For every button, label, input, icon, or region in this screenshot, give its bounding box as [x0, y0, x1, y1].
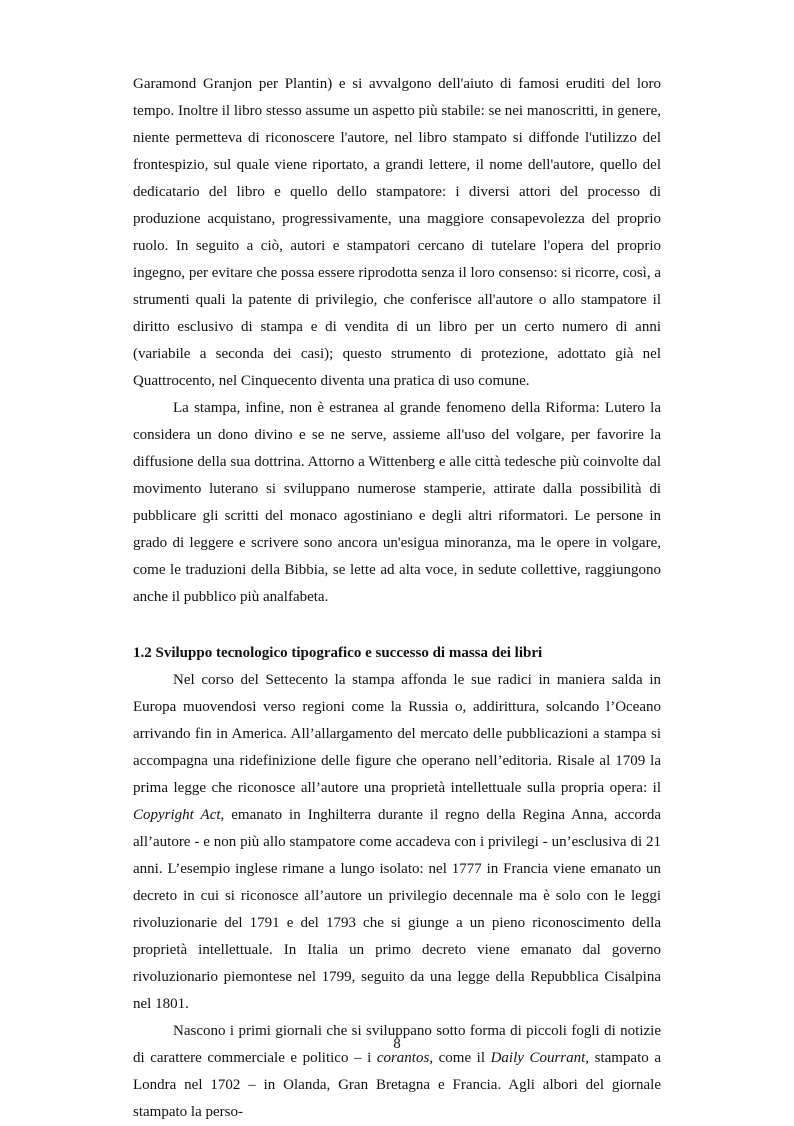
- text-run: Garamond Granjon per Plantin) e si avvalgono dell'aiuto di famosi eruditi del loro tempo. Inoltre il libro stesso assume un aspetto più stabile: se nei manoscritti, in genere, niente permetteva di riconoscere l'autore, nel libro stampato si diffonde l'utilizzo del frontespizio, sul quale viene riportato, a grandi lettere, il nome dell'autore, quello del dedicatario del libro e quello dello stampatore: i diversi attori del processo di produzione acquistano, progressivamente, una maggiore consapevolezza del proprio ruolo. In seguito a ciò, autori e stampatori cercano di tutelare l'opera del proprio ingegno, per evitare che possa essere riprodotta senza il loro consenso: si ricorre, così, a strumenti quali la patente di privilegio, che conferisce all'autore o allo stampatore il diritto esclusivo di stampa e di vendita di un libro per un certo numero di anni (variabile a seconda dei casi); questo strumento di protezione, adottato già nel Quattrocento, nel Cinquecento diventa una pratica di uso comune.: [133, 76, 661, 389]
- page-number: 8: [393, 1036, 401, 1052]
- text-run: , come il: [429, 1050, 491, 1066]
- text-run: , stampato a Londra nel 1702 – in Olanda, Gran Bretagna e Francia. Agli albori del giornale stampato la perso-: [133, 1050, 661, 1120]
- text-block-after-heading: [133, 667, 661, 1126]
- text-block-before-heading: [133, 71, 661, 611]
- text-run: Nascono i primi giornali che si sviluppano sotto forma di piccoli fogli di notizie di carattere commerciale e politico – i: [133, 1023, 661, 1066]
- paragraph: [133, 395, 661, 611]
- text-run: La stampa, infine, non è estranea al grande fenomeno della Riforma: Lutero la considera un dono divino e se ne serve, assieme all'uso del volgare, per favorire la diffusione della sua dottrina. Attorno a Wittenberg e alle città tedesche più coinvolte dal movimento luterano si sviluppano numerose stamperie, attirate dalla possibilità di pubblicare gli scritti del monaco agostiniano e degli altri riformatori. Le persone in grado di leggere e scrivere sono ancora un'esigua minoranza, ma le opere in volgare, come le traduzioni della Bibbia, se lette ad alta voce, in sedute collettive, raggiungono anche il pubblico più analfabeta.: [133, 400, 661, 605]
- italic-text: Copyright Act: [133, 807, 221, 823]
- text-run: Nel corso del Settecento la stampa affonda le sue radici in maniera salda in Europa muovendosi verso regioni come la Russia o, addirittura, solcando l’Oceano arrivando fin in America. All’allargamento del mercato delle pubblicazioni a stampa si accompagna una ridefinizione delle figure che operano nell’editoria. Risale al 1709 la prima legge che riconosce all’autore una proprietà intellettuale sulla propria opera: il: [133, 672, 661, 796]
- italic-text: corantos: [376, 1050, 430, 1066]
- page-body: [133, 71, 661, 1126]
- text-run: , emanato in Inghilterra durante il regno della Regina Anna, accorda all’autore - e non più allo stampatore come accadeva con i privilegi - un’esclusiva di 21 anni. L’esempio inglese rimane a lungo isolato: nel 1777 in Francia viene emanato un decreto in cui si riconosce all’autore un privilegio decennale ma è solo con le leggi rivoluzionarie del 1791 e del 1793 che si giunge a un pieno riconoscimento della proprietà intellettuale. In Italia un primo decreto viene emanato dal governo rivoluzionario piemontese nel 1799, seguito da una legge della Repubblica Cisalpina nel 1801.: [133, 807, 661, 1012]
- italic-text: Daily Courrant: [490, 1050, 586, 1066]
- section-heading: 1.2 Sviluppo tecnologico tipografico e successo di massa dei libri: [133, 645, 543, 661]
- paragraph: [133, 71, 661, 395]
- paragraph: [133, 667, 661, 1018]
